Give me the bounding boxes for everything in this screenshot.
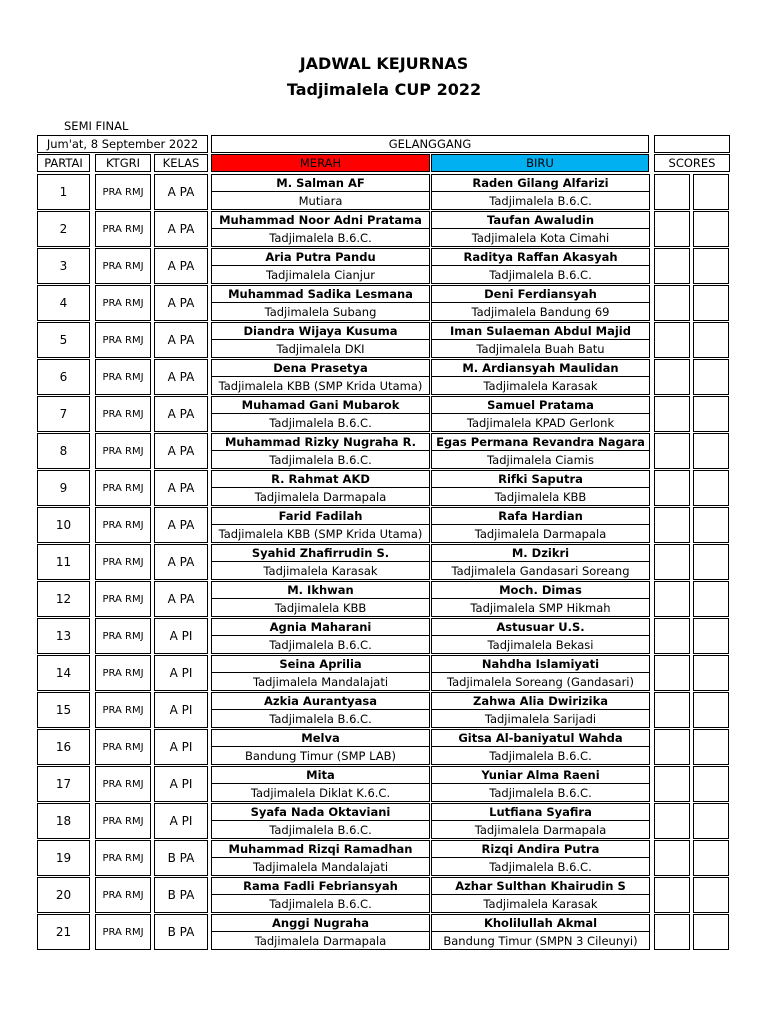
red-corner bbox=[211, 359, 430, 395]
class-cell: A PA bbox=[154, 322, 208, 358]
blue-corner bbox=[431, 507, 650, 543]
score-red-box[interactable] bbox=[654, 766, 690, 802]
blue-fighter-club: Tadjimalela Buah Batu bbox=[476, 341, 605, 356]
blue-fighter-club: Tadjimalela B.6.C. bbox=[489, 785, 592, 800]
score-blue-box[interactable] bbox=[693, 396, 729, 432]
blue-corner bbox=[431, 766, 650, 802]
arena-header: GELANGGANG bbox=[211, 135, 649, 153]
red-corner bbox=[211, 248, 430, 284]
blue-fighter-club: Tadjimalela Sarijadi bbox=[484, 711, 597, 726]
score-red-box[interactable] bbox=[654, 692, 690, 728]
score-blue-box[interactable] bbox=[693, 803, 729, 839]
score-red-box[interactable] bbox=[654, 470, 690, 506]
red-fighter-club: Tadjimalela B.6.C. bbox=[269, 896, 372, 911]
class-cell: A PI bbox=[154, 655, 208, 691]
blue-corner bbox=[431, 470, 650, 506]
red-corner bbox=[211, 211, 430, 247]
partai-number: 18 bbox=[37, 803, 90, 839]
class-cell: A PI bbox=[154, 692, 208, 728]
match-row bbox=[0, 766, 768, 802]
red-corner bbox=[211, 322, 430, 358]
category-cell: PRA RMJ bbox=[95, 174, 151, 210]
red-corner bbox=[211, 803, 430, 839]
date-cell: Jum'at, 8 September 2022 bbox=[37, 135, 208, 153]
class-cell: A PA bbox=[154, 285, 208, 321]
red-corner bbox=[211, 396, 430, 432]
score-red-box[interactable] bbox=[654, 803, 690, 839]
red-fighter-club: Tadjimalela KBB (SMP Krida Utama) bbox=[218, 526, 423, 541]
document-title: JADWAL KEJURNAS bbox=[299, 54, 469, 73]
blue-corner bbox=[431, 840, 650, 876]
match-row bbox=[0, 359, 768, 395]
red-corner bbox=[211, 433, 430, 469]
score-red-box[interactable] bbox=[654, 655, 690, 691]
category-cell: PRA RMJ bbox=[95, 692, 151, 728]
blue-fighter-club: Tadjimalela SMP Hikmah bbox=[470, 600, 611, 615]
blue-corner bbox=[431, 285, 650, 321]
blue-fighter-club: Tadjimalela Darmapala bbox=[474, 822, 607, 837]
blue-corner bbox=[431, 174, 650, 210]
class-cell: A PA bbox=[154, 396, 208, 432]
score-red-box[interactable] bbox=[654, 914, 690, 950]
biru-header: BIRU bbox=[431, 154, 649, 172]
blue-fighter-name: Moch. Dimas bbox=[432, 582, 649, 599]
red-fighter-club: Tadjimalela Cianjur bbox=[265, 267, 376, 282]
class-cell: B PA bbox=[154, 914, 208, 950]
partai-number: 14 bbox=[37, 655, 90, 691]
red-fighter-name: Muhamad Gani Mubarok bbox=[212, 397, 429, 414]
blue-corner bbox=[431, 877, 650, 913]
score-blue-box[interactable] bbox=[693, 877, 729, 913]
red-corner bbox=[211, 174, 430, 210]
class-cell: A PA bbox=[154, 359, 208, 395]
class-cell: B PA bbox=[154, 877, 208, 913]
red-corner bbox=[211, 544, 430, 580]
partai-number: 13 bbox=[37, 618, 90, 654]
score-blue-box[interactable] bbox=[693, 174, 729, 210]
blue-corner bbox=[431, 211, 650, 247]
partai-number: 4 bbox=[37, 285, 90, 321]
partai-number: 19 bbox=[37, 840, 90, 876]
blue-fighter-name: Astusuar U.S. bbox=[432, 619, 649, 636]
score-blue-box[interactable] bbox=[693, 433, 729, 469]
category-cell: PRA RMJ bbox=[95, 840, 151, 876]
match-row bbox=[0, 248, 768, 284]
blue-fighter-club: Tadjimalela B.6.C. bbox=[489, 859, 592, 874]
class-cell: A PA bbox=[154, 211, 208, 247]
score-blue-box[interactable] bbox=[693, 840, 729, 876]
class-cell: A PI bbox=[154, 766, 208, 802]
match-row bbox=[0, 692, 768, 728]
score-red-box[interactable] bbox=[654, 248, 690, 284]
red-corner bbox=[211, 840, 430, 876]
match-row bbox=[0, 544, 768, 580]
score-blue-box[interactable] bbox=[693, 618, 729, 654]
score-blue-box[interactable] bbox=[693, 692, 729, 728]
red-fighter-name: Muhammad Rizqi Ramadhan bbox=[212, 841, 429, 858]
blue-fighter-club: Tadjimalela Bekasi bbox=[487, 637, 594, 652]
partai-number: 16 bbox=[37, 729, 90, 765]
document-subtitle: Tadjimalela CUP 2022 bbox=[286, 80, 482, 99]
blue-fighter-club: Tadjimalela Gandasari Soreang bbox=[451, 563, 630, 578]
blue-fighter-club: Tadjimalela B.6.C. bbox=[489, 748, 592, 763]
score-blue-box[interactable] bbox=[693, 285, 729, 321]
score-red-box[interactable] bbox=[654, 507, 690, 543]
score-red-box[interactable] bbox=[654, 433, 690, 469]
match-row bbox=[0, 396, 768, 432]
match-row bbox=[0, 322, 768, 358]
blue-fighter-name: Raden Gilang Alfarizi bbox=[432, 175, 649, 192]
blue-corner bbox=[431, 581, 650, 617]
red-fighter-club: Tadjimalela B.6.C. bbox=[269, 452, 372, 467]
score-blue-box[interactable] bbox=[693, 322, 729, 358]
match-row bbox=[0, 174, 768, 210]
score-blue-box[interactable] bbox=[693, 544, 729, 580]
partai-header: PARTAI bbox=[37, 154, 90, 172]
blue-fighter-club: Tadjimalela Karasak bbox=[483, 378, 598, 393]
blue-fighter-name: Rafa Hardian bbox=[432, 508, 649, 525]
red-corner bbox=[211, 914, 430, 950]
blue-fighter-club: Tadjimalela Darmapala bbox=[474, 526, 607, 541]
blue-fighter-club: Tadjimalela KBB bbox=[494, 489, 587, 504]
class-cell: A PA bbox=[154, 507, 208, 543]
blue-fighter-club: Tadjimalela B.6.C. bbox=[489, 193, 592, 208]
category-cell: PRA RMJ bbox=[95, 581, 151, 617]
match-row bbox=[0, 507, 768, 543]
category-cell: PRA RMJ bbox=[95, 322, 151, 358]
blue-fighter-name: Zahwa Alia Dwirizika bbox=[432, 693, 649, 710]
red-fighter-name: Muhammad Noor Adni Pratama bbox=[212, 212, 429, 229]
blue-fighter-name: Raditya Raffan Akasyah bbox=[432, 249, 649, 266]
red-fighter-club: Tadjimalela KBB (SMP Krida Utama) bbox=[218, 378, 423, 393]
red-fighter-name: R. Rahmat AKD bbox=[212, 471, 429, 488]
score-red-box[interactable] bbox=[654, 359, 690, 395]
blue-fighter-name: Gitsa Al-baniyatul Wahda bbox=[432, 730, 649, 747]
score-red-box[interactable] bbox=[654, 322, 690, 358]
red-corner bbox=[211, 618, 430, 654]
match-row bbox=[0, 877, 768, 913]
red-corner bbox=[211, 692, 430, 728]
class-cell: A PI bbox=[154, 729, 208, 765]
class-cell: B PA bbox=[154, 840, 208, 876]
blue-corner bbox=[431, 618, 650, 654]
blue-fighter-name: Azhar Sulthan Khairudin S bbox=[432, 878, 649, 895]
red-corner bbox=[211, 877, 430, 913]
red-fighter-club: Tadjimalela Diklat K.6.C. bbox=[250, 785, 391, 800]
blue-fighter-name: Rifki Saputra bbox=[432, 471, 649, 488]
blue-fighter-name: Rizqi Andira Putra bbox=[432, 841, 649, 858]
match-row bbox=[0, 655, 768, 691]
red-fighter-club: Tadjimalela B.6.C. bbox=[269, 637, 372, 652]
blue-corner bbox=[431, 655, 650, 691]
blue-fighter-club: Tadjimalela Bandung 69 bbox=[471, 304, 610, 319]
red-fighter-name: Dena Prasetya bbox=[212, 360, 429, 377]
red-fighter-name: Aria Putra Pandu bbox=[212, 249, 429, 266]
category-cell: PRA RMJ bbox=[95, 248, 151, 284]
class-cell: A PA bbox=[154, 470, 208, 506]
blue-fighter-club: Tadjimalela Ciamis bbox=[487, 452, 594, 467]
stage-label: SEMI FINAL bbox=[64, 119, 129, 133]
red-fighter-name: Muhammad Rizky Nugraha R. bbox=[212, 434, 429, 451]
red-fighter-club: Tadjimalela Mandalajati bbox=[252, 674, 389, 689]
class-cell: A PA bbox=[154, 544, 208, 580]
red-fighter-name: Syafa Nada Oktaviani bbox=[212, 804, 429, 821]
red-fighter-club: Tadjimalela B.6.C. bbox=[269, 822, 372, 837]
red-fighter-club: Tadjimalela Mandalajati bbox=[252, 859, 389, 874]
score-blue-box[interactable] bbox=[693, 729, 729, 765]
blue-corner bbox=[431, 322, 650, 358]
red-fighter-name: Farid Fadilah bbox=[212, 508, 429, 525]
score-red-box[interactable] bbox=[654, 729, 690, 765]
blue-fighter-club: Tadjimalela Kota Cimahi bbox=[471, 230, 610, 245]
red-fighter-club: Tadjimalela KBB bbox=[274, 600, 367, 615]
match-row bbox=[0, 581, 768, 617]
red-fighter-name: Seina Aprilia bbox=[212, 656, 429, 673]
red-fighter-name: Syahid Zhafirrudin S. bbox=[212, 545, 429, 562]
red-fighter-club: Tadjimalela DKI bbox=[276, 341, 365, 356]
score-blue-box[interactable] bbox=[693, 581, 729, 617]
red-fighter-club: Tadjimalela B.6.C. bbox=[269, 230, 372, 245]
score-red-box[interactable] bbox=[654, 840, 690, 876]
score-blue-box[interactable] bbox=[693, 507, 729, 543]
red-fighter-name: Melva bbox=[212, 730, 429, 747]
class-cell: A PI bbox=[154, 803, 208, 839]
scores-header-blank bbox=[654, 135, 730, 153]
red-fighter-name: M. Salman AF bbox=[212, 175, 429, 192]
score-blue-box[interactable] bbox=[693, 470, 729, 506]
class-cell: A PI bbox=[154, 618, 208, 654]
match-row bbox=[0, 618, 768, 654]
partai-number: 7 bbox=[37, 396, 90, 432]
blue-fighter-club: Tadjimalela Soreang (Gandasari) bbox=[447, 674, 634, 689]
category-cell: PRA RMJ bbox=[95, 211, 151, 247]
match-row bbox=[0, 914, 768, 950]
score-red-box[interactable] bbox=[654, 396, 690, 432]
blue-corner bbox=[431, 248, 650, 284]
kelas-header: KELAS bbox=[154, 154, 208, 172]
red-corner bbox=[211, 285, 430, 321]
red-fighter-name: Diandra Wijaya Kusuma bbox=[212, 323, 429, 340]
blue-fighter-club: Bandung Timur (SMPN 3 Cileunyi) bbox=[443, 933, 638, 948]
class-cell: A PA bbox=[154, 174, 208, 210]
red-fighter-name: Muhammad Sadika Lesmana bbox=[212, 286, 429, 303]
partai-number: 2 bbox=[37, 211, 90, 247]
category-cell: PRA RMJ bbox=[95, 507, 151, 543]
red-fighter-club: Tadjimalela B.6.C. bbox=[269, 711, 372, 726]
red-fighter-name: Anggi Nugraha bbox=[212, 915, 429, 932]
red-fighter-club: Tadjimalela Darmapala bbox=[254, 489, 387, 504]
blue-corner bbox=[431, 396, 650, 432]
blue-fighter-club: Tadjimalela B.6.C. bbox=[489, 267, 592, 282]
category-cell: PRA RMJ bbox=[95, 359, 151, 395]
match-row bbox=[0, 285, 768, 321]
category-cell: PRA RMJ bbox=[95, 766, 151, 802]
score-red-box[interactable] bbox=[654, 285, 690, 321]
category-cell: PRA RMJ bbox=[95, 433, 151, 469]
score-blue-box[interactable] bbox=[693, 211, 729, 247]
red-fighter-name: Agnia Maharani bbox=[212, 619, 429, 636]
partai-number: 8 bbox=[37, 433, 90, 469]
blue-fighter-club: Tadjimalela Karasak bbox=[483, 896, 598, 911]
red-fighter-club: Bandung Timur (SMP LAB) bbox=[244, 748, 396, 763]
category-cell: PRA RMJ bbox=[95, 655, 151, 691]
category-cell: PRA RMJ bbox=[95, 914, 151, 950]
score-red-box[interactable] bbox=[654, 544, 690, 580]
category-cell: PRA RMJ bbox=[95, 877, 151, 913]
scores-header: SCORES bbox=[654, 154, 730, 172]
score-red-box[interactable] bbox=[654, 581, 690, 617]
red-fighter-club: Tadjimalela Karasak bbox=[263, 563, 378, 578]
partai-number: 6 bbox=[37, 359, 90, 395]
score-red-box[interactable] bbox=[654, 618, 690, 654]
blue-fighter-name: Egas Permana Revandra Nagara bbox=[432, 434, 649, 451]
blue-fighter-name: Lutfiana Syafira bbox=[432, 804, 649, 821]
class-cell: A PA bbox=[154, 248, 208, 284]
partai-number: 3 bbox=[37, 248, 90, 284]
red-fighter-name: Mita bbox=[212, 767, 429, 784]
blue-corner bbox=[431, 803, 650, 839]
red-fighter-name: Azkia Aurantyasa bbox=[212, 693, 429, 710]
match-row bbox=[0, 729, 768, 765]
blue-corner bbox=[431, 433, 650, 469]
blue-corner bbox=[431, 729, 650, 765]
blue-fighter-name: Samuel Pratama bbox=[432, 397, 649, 414]
merah-header: MERAH bbox=[211, 154, 430, 172]
class-cell: A PA bbox=[154, 433, 208, 469]
category-cell: PRA RMJ bbox=[95, 803, 151, 839]
ktgri-header: KTGRI bbox=[95, 154, 151, 172]
red-fighter-club: Mutiara bbox=[298, 193, 343, 208]
blue-fighter-club: Tadjimalela KPAD Gerlonk bbox=[466, 415, 615, 430]
category-cell: PRA RMJ bbox=[95, 618, 151, 654]
score-blue-box[interactable] bbox=[693, 248, 729, 284]
match-row bbox=[0, 433, 768, 469]
category-cell: PRA RMJ bbox=[95, 396, 151, 432]
red-fighter-name: M. Ikhwan bbox=[212, 582, 429, 599]
score-red-box[interactable] bbox=[654, 877, 690, 913]
blue-fighter-name: M. Ardiansyah Maulidan bbox=[432, 360, 649, 377]
blue-fighter-name: Yuniar Alma Raeni bbox=[432, 767, 649, 784]
blue-corner bbox=[431, 359, 650, 395]
category-cell: PRA RMJ bbox=[95, 285, 151, 321]
partai-number: 5 bbox=[37, 322, 90, 358]
partai-number: 12 bbox=[37, 581, 90, 617]
match-row bbox=[0, 470, 768, 506]
blue-fighter-name: Kholilullah Akmal bbox=[432, 915, 649, 932]
partai-number: 1 bbox=[37, 174, 90, 210]
red-fighter-club: Tadjimalela B.6.C. bbox=[269, 415, 372, 430]
red-corner bbox=[211, 729, 430, 765]
partai-number: 20 bbox=[37, 877, 90, 913]
red-corner bbox=[211, 581, 430, 617]
category-cell: PRA RMJ bbox=[95, 729, 151, 765]
class-cell: A PA bbox=[154, 581, 208, 617]
blue-fighter-name: M. Dzikri bbox=[432, 545, 649, 562]
blue-corner bbox=[431, 692, 650, 728]
partai-number: 10 bbox=[37, 507, 90, 543]
blue-fighter-name: Taufan Awaludin bbox=[432, 212, 649, 229]
score-red-box[interactable] bbox=[654, 174, 690, 210]
blue-corner bbox=[431, 544, 650, 580]
score-blue-box[interactable] bbox=[693, 766, 729, 802]
score-blue-box[interactable] bbox=[693, 914, 729, 950]
score-red-box[interactable] bbox=[654, 211, 690, 247]
red-corner bbox=[211, 655, 430, 691]
blue-fighter-name: Deni Ferdiansyah bbox=[432, 286, 649, 303]
match-row bbox=[0, 211, 768, 247]
red-fighter-club: Tadjimalela Subang bbox=[264, 304, 377, 319]
partai-number: 15 bbox=[37, 692, 90, 728]
blue-fighter-name: Nahdha Islamiyati bbox=[432, 656, 649, 673]
red-corner bbox=[211, 507, 430, 543]
partai-number: 9 bbox=[37, 470, 90, 506]
blue-corner bbox=[431, 914, 650, 950]
red-fighter-club: Tadjimalela Darmapala bbox=[254, 933, 387, 948]
blue-fighter-name: Iman Sulaeman Abdul Majid bbox=[432, 323, 649, 340]
partai-number: 11 bbox=[37, 544, 90, 580]
score-blue-box[interactable] bbox=[693, 655, 729, 691]
score-blue-box[interactable] bbox=[693, 359, 729, 395]
match-row bbox=[0, 840, 768, 876]
partai-number: 17 bbox=[37, 766, 90, 802]
category-cell: PRA RMJ bbox=[95, 544, 151, 580]
red-fighter-name: Rama Fadli Febriansyah bbox=[212, 878, 429, 895]
partai-number: 21 bbox=[37, 914, 90, 950]
match-row bbox=[0, 803, 768, 839]
red-corner bbox=[211, 766, 430, 802]
category-cell: PRA RMJ bbox=[95, 470, 151, 506]
red-corner bbox=[211, 470, 430, 506]
